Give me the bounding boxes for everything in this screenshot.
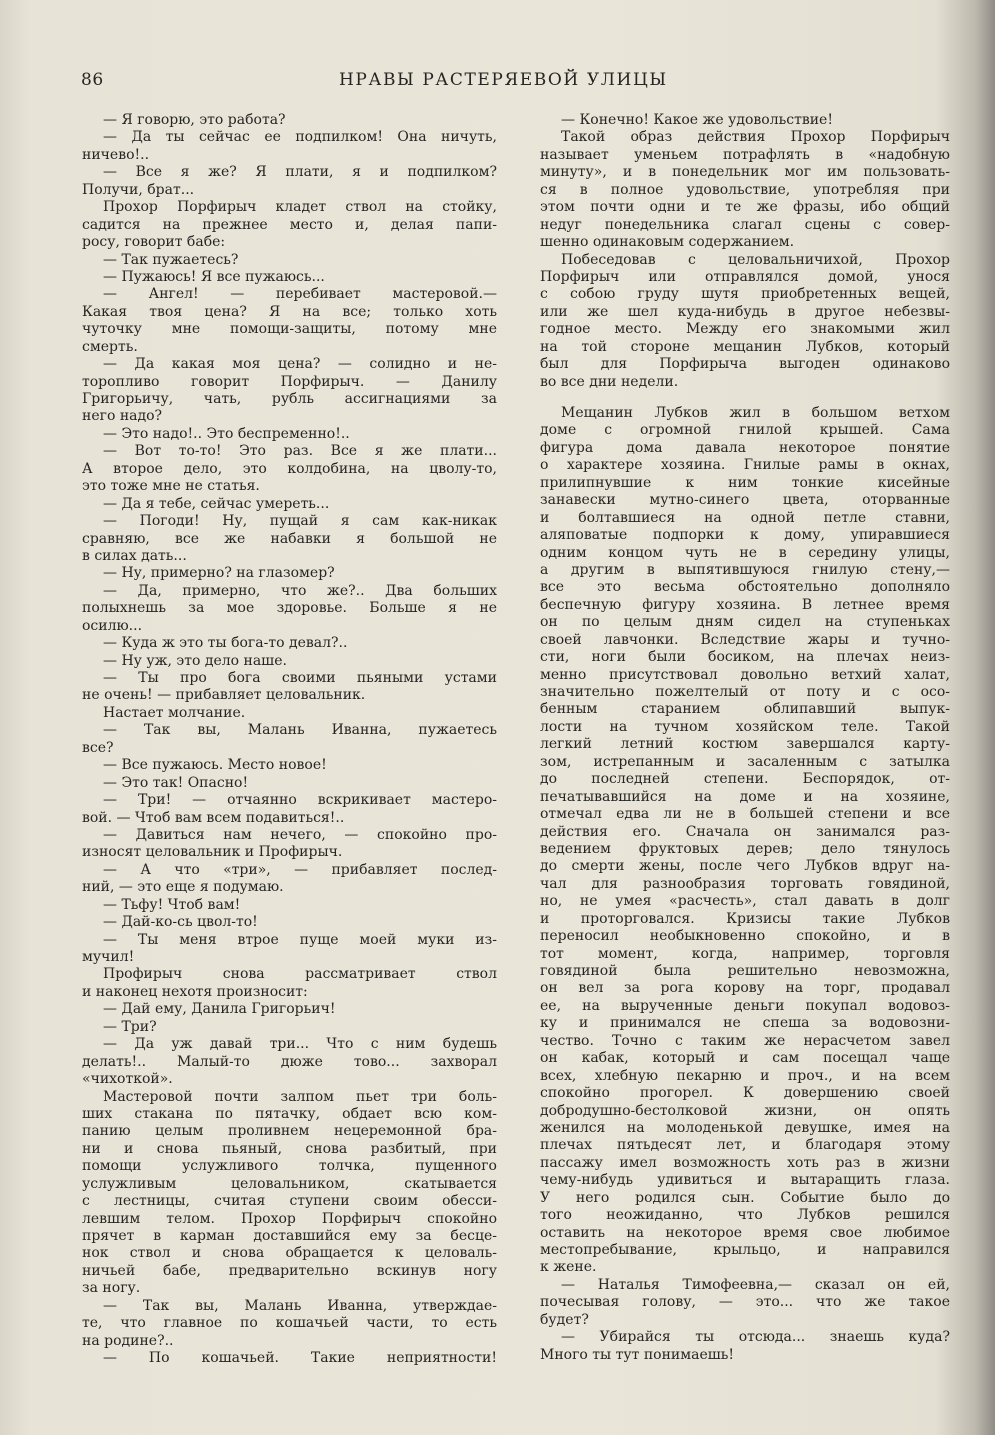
paragraph (82, 496, 497, 513)
text-line: Прохор Порфирыч кладет ствол на стойку, (103, 199, 497, 216)
text-line: — Убирайся ты отсюда... знаешь куда? (561, 1329, 950, 1346)
text-line: Настает молчание. (103, 704, 246, 721)
paragraph (82, 356, 497, 426)
text-line: — Вот то-то! Это раз. Все я же плати... (103, 443, 497, 460)
text-line: — Наталья Тимофеевна,— сказал он ей, (561, 1276, 950, 1293)
paragraph (82, 1298, 497, 1350)
paragraph (82, 112, 497, 129)
text-line: и проторговался. Кризисы такие Лубков (540, 910, 950, 927)
text-line: о характере хозяина. Гнилые рамы в окнах, (540, 457, 950, 474)
text-line: Мещанин Лубков жил в большом ветхом (561, 405, 950, 421)
text-line: А второе дело, это колдобина, на цволу-то, (82, 460, 497, 477)
text-line: — А что «три», — прибавляет послед- (103, 861, 497, 878)
paragraph (82, 199, 497, 251)
paragraph (82, 1350, 497, 1367)
paragraph (540, 112, 950, 129)
text-line: беспечную фигуру хозяина. В летнее время (540, 596, 950, 613)
text-line: печатывавшийся на доме и на хозяине, (540, 788, 950, 805)
paragraph (82, 722, 497, 757)
text-line: ее, на вырученные деньги покупал водовоз- (540, 997, 950, 1014)
paragraph (82, 635, 497, 652)
text-line: чество. Точно с таким же нерасчетом завел (540, 1032, 950, 1049)
text-line: оставить на некоторое время свое любимое (540, 1224, 950, 1241)
text-line: Профирыч снова рассматривает ствол (103, 966, 497, 983)
text-line: — Так вы, Малань Иванна, утверждае- (103, 1297, 497, 1314)
text-line: или же шел куда-нибудь в другое небезвы- (540, 303, 950, 320)
text-line: — Так пужаетесь? (103, 251, 239, 268)
text-line: — Это так! Опасно! (103, 774, 249, 791)
paragraph (82, 286, 497, 356)
text-line: на родине?.. (82, 1332, 174, 1349)
text-line: женился на молоденькой девушке, имея на (540, 1119, 950, 1136)
text-line: те, что главное по кошачьей части, то есть (82, 1315, 497, 1332)
paragraph (82, 164, 497, 199)
text-line: этом почти одни и те же фразы, ибо общий (540, 199, 950, 216)
text-line: него надо? (82, 408, 163, 425)
text-line: чуточку мне помощи-защиты, потому мне (82, 321, 497, 338)
text-line: — Да какая моя цена? — солидно и не- (103, 356, 497, 373)
text-line: фигура дома давала некоторое понятие (540, 439, 950, 456)
text-line: — Да, примерно, что же?.. Два больших (103, 582, 497, 599)
text-line: «чихоткой». (82, 1071, 173, 1088)
paragraph (82, 252, 497, 269)
text-line: ничьей бабе, предварительно вскинув ногу (82, 1262, 497, 1279)
text-line: помощи услужливого толчка, пущенного (82, 1158, 497, 1175)
text-line: годное место. Между его знакомыми жил (540, 321, 950, 338)
text-line: мучил! (82, 949, 135, 965)
text-line: действия его. Сначала он занимался раз- (540, 823, 950, 840)
text-line: лости на тучном хозяйском теле. Такой (540, 718, 950, 735)
text-line: — Давиться нам нечего, — спокойно про- (103, 826, 497, 843)
text-line: Порфирыч или отправлялся домой, унося (540, 268, 950, 285)
text-line: Григорьичу, чать, рубль ассигнациями за (82, 391, 497, 407)
text-line: — Да уж давай три... Что с ним будешь (103, 1036, 497, 1053)
paragraph (82, 775, 497, 792)
text-column-left (82, 112, 497, 1368)
paragraph (82, 827, 497, 862)
text-line: чал для разнообразия торговать говядиной, (540, 875, 950, 892)
text-line: чему-нибудь удивиться и вытаращить глаза. (540, 1172, 950, 1189)
text-line: минуту», и в понедельник мог им пользовать- (540, 164, 950, 181)
text-line: за ногу. (82, 1280, 141, 1297)
text-line: полыхнешь за мое здоровье. Больше я не (82, 600, 497, 617)
text-line: но, не умея «расчесть», стал давать в долг (540, 893, 950, 910)
text-line: не очень! — прибавляет целовальник. (82, 687, 366, 704)
text-line: осилю... (82, 617, 143, 634)
text-line: — Ангел! — перебивает мастеровой.— (103, 286, 497, 303)
text-line: своей лавчонки. Вследствие жары и тучно- (540, 631, 950, 648)
text-line: а другим в выпятившуюся гнилую стену,— (540, 561, 950, 578)
text-line: отмечал едва ли не в большей степени и все (540, 806, 950, 823)
text-line: — Все я же? Я плати, я и подпилком? (103, 164, 497, 181)
text-line: Получи, брат... (82, 181, 195, 198)
text-line: к жене. (540, 1259, 597, 1276)
paragraph (82, 513, 497, 565)
text-line: торопливо говорит Порфирыч. — Данилу (82, 373, 497, 390)
text-line: нок ствол и снова обращается к целоваль- (82, 1245, 497, 1262)
text-line: занавески мутно-синего цвета, оторванные (540, 492, 950, 509)
text-line: бенным старанием облипавший выпук- (540, 701, 950, 718)
text-line: недуг понедельника слагал сцены с совер- (540, 216, 950, 233)
text-line: — Дай ему, Данила Григорьич! (103, 1001, 336, 1018)
text-line: — Это надо!.. Это беспременно!.. (103, 425, 350, 442)
text-line: говядиной была решительно невозможна, (540, 963, 950, 979)
text-line: росу, говорит бабе: (82, 234, 226, 251)
paragraph (82, 1019, 497, 1036)
paragraph (540, 1277, 950, 1329)
text-line: почесывая голову, — это... что же такое (540, 1294, 950, 1311)
text-line: тот момент, когда, например, торговля (540, 945, 950, 962)
running-title: НРАВЫ РАСТЕРЯЕВОЙ УЛИЦЫ (339, 70, 668, 90)
paragraph (540, 252, 950, 392)
text-line: это тоже мне не статья. (82, 478, 260, 495)
text-line: Такой образ действия Прохор Порфирыч (561, 129, 950, 146)
text-line: ведением фруктовых дерев; дело тянулось (540, 840, 950, 857)
text-line: он вел за рога корову на торг, продавал (540, 980, 950, 997)
text-line: будет? (540, 1311, 589, 1328)
paragraph (82, 862, 497, 897)
text-line: менно присутствовал довольно ветхий халат, (540, 666, 950, 683)
paragraph (82, 897, 497, 914)
text-line: все это весьма обстоятельно дополняло (540, 579, 950, 596)
text-line: плечах пятьдесят лет, и благодаря этому (540, 1137, 950, 1154)
text-line: до последней степени. Беспорядок, от- (540, 771, 950, 788)
paragraph (82, 129, 497, 164)
text-line: — По кошачьей. Такие неприятности! (103, 1350, 497, 1367)
text-line: — Конечно! Какое же удовольствие! (561, 112, 833, 128)
text-line: — Я говорю, это работа? (103, 112, 286, 128)
text-line: садится на прежнее место и, делая папи- (82, 216, 497, 233)
text-line: Побеседовав с целовальничихой, Прохор (561, 251, 950, 268)
text-line: — Ну уж, это дело наше. (103, 652, 287, 669)
text-line: в силах дать... (82, 547, 187, 564)
text-line: Много ты тут понимаешь! (540, 1346, 735, 1363)
text-line: он по целым дням сидел на ступеньках (540, 614, 950, 631)
text-line: Мастеровой почти залпом пьет три боль- (103, 1088, 497, 1105)
page-number: 86 (81, 70, 104, 90)
text-line: услужливым целовальником, скатывается (82, 1175, 497, 1192)
text-line: доме с огромной гнилой крышей. Сама (540, 422, 950, 439)
paragraph (82, 792, 497, 827)
paragraph (82, 1089, 497, 1298)
paragraph (82, 670, 497, 705)
text-line: во все дни недели. (540, 373, 679, 390)
text-line: — Ты про бога своими пьяными устами (103, 670, 497, 686)
paragraph (82, 914, 497, 931)
paragraph (82, 565, 497, 582)
text-line: аляповатые подпорки к дому, упиравшиеся (540, 527, 950, 544)
paragraph (82, 705, 497, 722)
text-line: — Пужаюсь! Я все пужаюсь... (103, 268, 325, 285)
text-line: ших стакана по пятачку, обдает всю ком- (82, 1105, 497, 1122)
text-line: — Куда ж это ты бога-то девал?.. (103, 635, 348, 652)
text-line: У него родился сын. Событие было до (540, 1189, 950, 1206)
paragraph (82, 426, 497, 443)
text-line: значительно пожелтелый от поту и с осо- (540, 684, 950, 700)
paragraph (82, 966, 497, 1001)
text-line: переносил необыкновенно спокойно, и в (540, 928, 950, 945)
text-line: — Так вы, Малань Иванна, пужаетесь (103, 722, 497, 739)
text-line: ничево!.. (82, 146, 150, 163)
text-line: левшим телом. Прохор Порфирыч спокойно (82, 1210, 497, 1227)
text-line: делать!.. Малый-то дюже тово... захворал (82, 1053, 497, 1070)
paragraph (82, 1001, 497, 1018)
text-line: до смерти жены, после чего Лубков вдруг на- (540, 858, 950, 875)
text-line: — Да я тебе, сейчас умереть... (103, 495, 330, 512)
text-line: с лестницы, считая ступени своим обесси- (82, 1193, 497, 1210)
text-line: ний, — это еще я подумаю. (82, 879, 284, 896)
paragraph (540, 129, 950, 251)
text-line: прячет в карман доставшийся ему за бесце- (82, 1228, 497, 1244)
text-line: — Тьфу! Чтоб вам! (103, 896, 241, 913)
text-line: — Да ты сейчас ее подпилком! Она ничуть, (103, 129, 497, 146)
text-line: — Погоди! Ну, пущай я сам как-никак (103, 513, 497, 530)
text-line: ни и снова пьяный, снова разбитый, при (82, 1140, 497, 1157)
text-line: — Дай-ко-сь цвол-то! (103, 914, 258, 931)
text-line: зом, истрепанным и засаленным с затылка (540, 753, 950, 770)
text-line: спокойно прогорел. К довершению своей (540, 1085, 950, 1102)
text-line: панию целым проливнем нецеремонной бра- (82, 1123, 497, 1140)
text-line: сти, ноги были босиком, на плечах неиз- (540, 649, 950, 666)
text-line: — Ну, примерно? на глазомер? (103, 565, 335, 582)
paragraph (82, 1036, 497, 1088)
paragraph (540, 405, 950, 1277)
text-line: местопребывание, крыльцо, и направился (540, 1242, 950, 1258)
text-line: смерть. (82, 338, 138, 355)
text-line: — Три? (103, 1018, 157, 1035)
text-line: того неожиданно, что Лубков решился (540, 1207, 950, 1224)
text-line: и болтавшиеся на одной петле ставни, (540, 509, 950, 526)
text-line: шенно одинаковым содержанием. (540, 234, 795, 251)
text-column-right (540, 112, 950, 1364)
text-line: Какая твоя цена? Я на все; только хоть (82, 303, 497, 320)
text-line: пассажу имел возможность хоть раз в жизни (540, 1154, 950, 1171)
paragraph (540, 1329, 950, 1364)
text-line: легкий летний костюм завершался карту- (540, 736, 950, 753)
text-line: — Все пужаюсь. Место новое! (103, 757, 327, 774)
text-line: добродушно-бестолковой жизни, он опять (540, 1102, 950, 1119)
text-line: был для Порфирыча выгоден одинаково (540, 356, 950, 373)
paragraph (82, 757, 497, 774)
text-line: прилипнувшие к ним тонкие кисейные (540, 474, 950, 491)
text-line: он кабак, который и сам посещал чаще (540, 1050, 950, 1067)
text-line: всех, хлебную пекарню и проч., и на всем (540, 1067, 950, 1084)
text-line: сравняю, все же набавки я большой не (82, 530, 497, 547)
text-line: все? (82, 739, 114, 756)
text-line: ся в полное удовольствие, употребляя при (540, 181, 950, 198)
text-line: с собою груду шутя приобретенных вещей, (540, 286, 950, 303)
paragraph (82, 653, 497, 670)
paragraph (82, 583, 497, 635)
paragraph (82, 932, 497, 967)
text-line: износят целовальник и Профирыч. (82, 844, 343, 861)
text-line: ку и принимался не спеша за водовозни- (540, 1015, 950, 1032)
text-line: на той стороне мещанин Лубков, который (540, 338, 950, 355)
text-line: — Ты меня втрое пуще моей муки из- (103, 931, 497, 948)
text-line: одним концом чуть не в середину улицы, (540, 544, 950, 561)
text-line: и наконец нехотя произносит: (82, 983, 308, 1000)
text-line: называет уменьем потрафлять в «надобную (540, 146, 950, 163)
paragraph (82, 443, 497, 495)
text-line: — Три! — отчаянно вскрикивает мастеро- (103, 792, 497, 809)
text-line: вой. — Чтоб вам всем подавиться!.. (82, 809, 345, 826)
paragraph (82, 269, 497, 286)
